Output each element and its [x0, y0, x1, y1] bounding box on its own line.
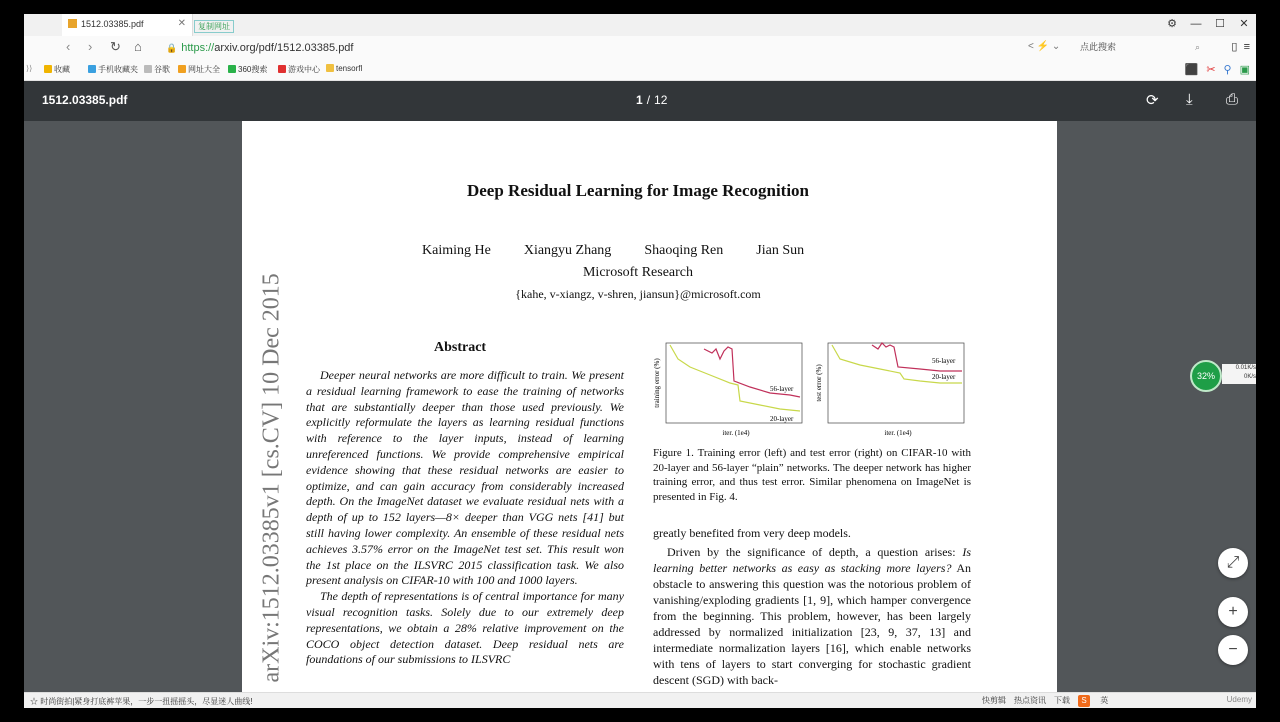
- reload-icon[interactable]: ↻: [110, 39, 121, 54]
- author: Kaiming He: [422, 243, 491, 258]
- pdf-canvas[interactable]: [24, 121, 1256, 692]
- left-ylabel: training error (%): [653, 358, 661, 408]
- tab-bar: [24, 14, 1256, 36]
- url-rest: arxiv.org/pdf/1512.03385.pdf: [214, 42, 354, 54]
- home-icon[interactable]: ⌂: [134, 39, 142, 54]
- bookmark-item[interactable]: 网址大全: [178, 64, 220, 75]
- extension-icon[interactable]: ⚲: [1223, 64, 1232, 76]
- globe-icon: [178, 65, 186, 73]
- tab-title: 1512.03385.pdf: [81, 19, 144, 29]
- intro-paragraph: Driven by the significance of depth, a question arises: Is learning better networks as easy as stacking more layers? An obstacle to answering this question was the notorious problem of vanishing/exploding gradients [1, 9], which hamper convergence from the beginning. This problem, however, has been largely addressed by normalized initialization [23, 9, 37, 13] and intermediate normalization layers [16], which enable networks with tens of layers to start converging for stochastic gradient descent (SGD) with back-: [653, 545, 971, 687]
- right-plot: [815, 343, 964, 437]
- game-icon: [278, 65, 286, 73]
- bookmark-item[interactable]: 收藏: [44, 64, 70, 75]
- right-xlabel: iter. (1e4): [884, 429, 912, 437]
- zoom-in-button[interactable]: +: [1218, 597, 1248, 627]
- page-separator: /: [646, 93, 651, 107]
- search-icon[interactable]: ⌕: [1194, 42, 1200, 52]
- url-scheme: https://: [181, 42, 215, 54]
- search-input[interactable]: [1080, 39, 1204, 55]
- emails: {kahe, v-xiangz, v-shren, jiansun}@microsoft.com: [515, 287, 761, 301]
- arxiv-stamp: arXiv:1512.03385v1 [cs.CV] 10 Dec 2015: [258, 273, 285, 683]
- download-icon[interactable]: ⤓: [1186, 91, 1193, 108]
- udemy-watermark: Udemy: [1226, 695, 1252, 704]
- bookmark-expand-icon[interactable]: ⟩⟩: [26, 64, 33, 73]
- extension-icon[interactable]: ⬛: [1184, 64, 1199, 76]
- extension-icons: [1177, 63, 1250, 76]
- phone-icon[interactable]: ▯: [1231, 41, 1238, 53]
- author: Shaoqing Ren: [644, 243, 724, 258]
- bookmark-item[interactable]: 360搜索: [228, 64, 267, 75]
- bookmark-item[interactable]: 谷歌: [144, 64, 170, 75]
- menu-icon[interactable]: ≡: [1243, 41, 1250, 53]
- status-items: [982, 695, 1116, 707]
- figure-1: [650, 339, 970, 439]
- right-label-56: 56-layer: [932, 357, 956, 365]
- download-item[interactable]: 下载: [1054, 696, 1070, 705]
- bookmark-item[interactable]: tensorfl: [326, 64, 362, 73]
- abstract-paragraph: Deeper neural networks are more difficult to train. We present a residual learning framework to ease the training of networks that are substantially deeper than those used previously. We explicitly reformulate the layers as learning residual functions with reference to the layer inputs, instead of learning unreferenced functions. We provide comprehensive empirical evidence showing that these residual networks are easier to optimize, and can gain accuracy from considerably increased depth. On the ImageNet dataset we evaluate residual nets with a depth of up to 152 layers—8× deeper than VGG nets [41] but still having lower complexity. An ensemble of these residual nets achieves 3.57% error on the ImageNet test set. This result won the 1st place on the ILSVRC 2015 classification task. We also present analysis on CIFAR-10 with 100 and 1000 layers.: [306, 368, 624, 588]
- affiliation: Microsoft Research: [582, 265, 694, 280]
- page-icon: [144, 65, 152, 73]
- hot-news-item[interactable]: 热点资讯: [1014, 696, 1046, 705]
- zoom-out-button[interactable]: −: [1218, 635, 1248, 665]
- left-plot: [653, 343, 802, 437]
- bookmark-item[interactable]: 游戏中心: [278, 64, 320, 75]
- pdf-toolbar: [24, 81, 1256, 121]
- back-icon[interactable]: ‹: [66, 39, 71, 54]
- share-icon[interactable]: < ⚡ ⌄: [1028, 41, 1061, 52]
- addr-toolbar: [1231, 40, 1250, 53]
- minimize-icon[interactable]: —: [1190, 18, 1202, 30]
- pdf-filename: 1512.03385.pdf: [42, 93, 128, 107]
- right-ylabel: test error (%): [815, 364, 823, 402]
- print-icon[interactable]: ⎙: [1226, 91, 1239, 108]
- figure-caption: Figure 1. Training error (left) and test error (right) on CIFAR-10 with 20-layer and 56-layer “plain” networks. The deeper network has higher training error, and thus test error. Similar phenomena on ImageNet is presented in Fig. 4.: [653, 447, 971, 503]
- search-placeholder: 点此搜索: [1080, 42, 1117, 52]
- ime-lang[interactable]: 英: [1100, 696, 1109, 705]
- window-controls: [1160, 14, 1256, 36]
- right-label-20: 20-layer: [932, 373, 956, 381]
- network-speed-widget[interactable]: [1190, 360, 1256, 390]
- extension-icon[interactable]: ▣: [1239, 64, 1250, 76]
- settings-icon[interactable]: ⚙: [1167, 18, 1177, 30]
- author: Jian Sun: [756, 243, 805, 258]
- fit-page-button[interactable]: ⤢: [1218, 548, 1248, 578]
- browser-window: [24, 14, 1256, 708]
- address-bar: [24, 36, 1256, 60]
- abstract-heading: Abstract: [434, 340, 487, 355]
- news-ticker[interactable]: ☆ 时尚街拍|紧身打底裤苹果，一步一扭摇摇头，尽显迷人曲线!: [30, 697, 253, 706]
- status-bar: [24, 692, 1256, 708]
- folder-icon: [326, 64, 334, 72]
- pdf-favicon-icon: [68, 19, 77, 28]
- abstract: [306, 368, 624, 668]
- rotate-icon[interactable]: ⟳: [1146, 92, 1159, 109]
- intro-paragraph: greatly benefited from very deep models.: [653, 526, 851, 540]
- star-icon: [44, 65, 52, 73]
- forward-icon[interactable]: ›: [88, 39, 93, 54]
- author: Xiangyu Zhang: [523, 243, 612, 258]
- search360-icon: [228, 65, 236, 73]
- left-label-56: 56-layer: [770, 385, 794, 393]
- lock-icon: 🔒: [166, 43, 178, 53]
- phone-icon: [88, 65, 96, 73]
- maximize-icon[interactable]: ☐: [1215, 18, 1225, 30]
- left-xlabel: iter. (1e4): [722, 429, 750, 437]
- speed-percent: 32%: [1190, 360, 1222, 392]
- author-list: [422, 243, 804, 259]
- abstract-paragraph: The depth of representations is of central importance for many visual recognition tasks. Solely due to our extremely deep representations, we obtain a 28% relative improvement on the COCO object detection dataset. Deep residual nets are foundations of our submissions to ILSVRC: [306, 589, 624, 667]
- speed-values: 0.01K/s 0K/s: [1222, 364, 1256, 384]
- page-indicator: [636, 93, 667, 107]
- page-current[interactable]: 1: [636, 93, 643, 107]
- tab-active[interactable]: [62, 14, 193, 36]
- quick-edit-item[interactable]: 快剪辑: [982, 696, 1006, 705]
- tab-close-icon[interactable]: ✕: [177, 18, 186, 29]
- close-icon[interactable]: ✕: [1239, 18, 1249, 30]
- left-label-20: 20-layer: [770, 415, 794, 423]
- url-input[interactable]: [166, 40, 1026, 56]
- page-total: 12: [654, 93, 668, 107]
- copy-url-button[interactable]: 复制网址: [194, 20, 234, 33]
- bookmark-bar: [24, 60, 1256, 81]
- extension-icon[interactable]: ✂: [1206, 64, 1216, 76]
- sogou-ime-icon[interactable]: S: [1078, 695, 1090, 707]
- intro-text: [653, 525, 971, 688]
- paper-title: Deep Residual Learning for Image Recognition: [466, 181, 810, 200]
- bookmark-item[interactable]: 手机收藏夹: [88, 64, 138, 75]
- pdf-page: [242, 121, 1057, 692]
